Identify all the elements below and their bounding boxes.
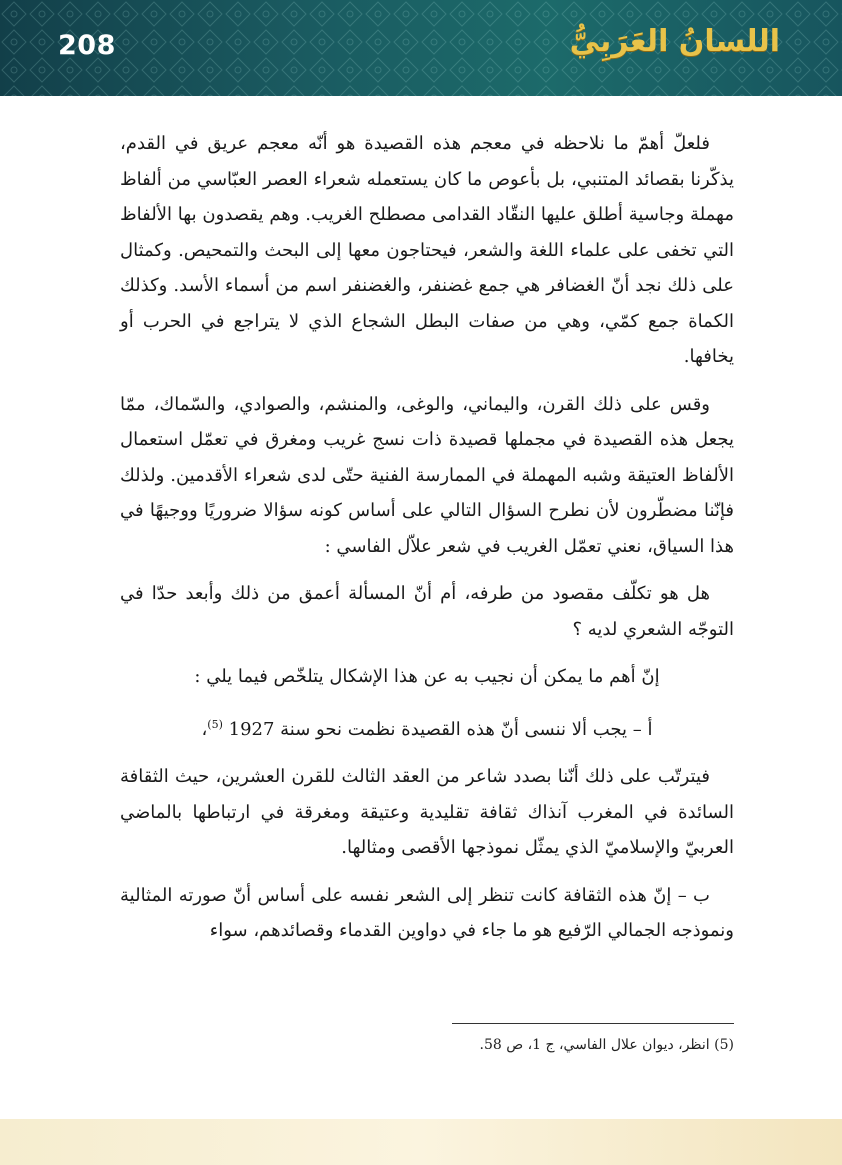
centered-line-end: ، [201,718,208,740]
paragraph: هل هو تكلّف مقصود من طرفه، أم أنّ المسألة أعمق من ذلك وأبعد حدّا في التوجّه الشعري لديه ؟ [120,583,734,640]
centered-line-with-note [120,707,734,748]
page-footer-band [0,1119,842,1165]
page-header [0,0,842,96]
footnote-divider [452,1023,734,1024]
article-body [120,126,734,949]
footnote: (5) انظر، ديوان علال الفاسي، ج 1، ص 58. [479,1037,734,1053]
paragraph: فيترتّب على ذلك أنّنا بصدد شاعر من العقد الثالث للقرن العشرين، حيث الثقافة السائدة في المغرب آنذاك ثقافة تقليدية وعتيقة ومغرقة في ارتباطها بالماضي العربيّ والإسلاميّ الذي يمثّل نموذجها الأقصى ومثالها. [120,766,735,858]
journal-logo: اللسانُ العَرَبِيُّ [569,24,780,59]
centered-line-text: أ – يجب ألا ننسى أنّ هذه القصيدة نظمت نحو سنة 1927 [228,718,653,740]
paragraph: ب – إنّ هذه الثقافة كانت تنظر إلى الشعر نفسه على أساس أنّ صورته المثالية ونموذجه الجمالي الرّفيع هو ما جاء في دواوين القدماء وقصائدهم، سواء [120,884,734,941]
page-number: 208 [58,30,116,61]
paragraph: فلعلّ أهمّ ما نلاحظه في معجم هذه القصيدة هو أنّه معجم عريق في القدم، يذكّرنا بقصائد المتنبي، بل بأعوص ما كان يستعمله شعراء العصر العبّاسي من ألفاظ مهملة وجاسية أطلق عليها النقّاد القدامى مصطلح الغريب. وهم يقصدون بها الألفاظ التي تخفى على علماء اللغة والشعر، فيحتاجون معها إلى البحث والتمحيص. وكمثال على ذلك نجد أنّ الغضافر هي جمع غضنفر، والغضنفر اسم من أسماء الأسد. وكذلك الكماة جمع كمّي، وهي من صفات البطل الشجاع الذي لا يتراجع في الحرب أو يخافها. [120,133,734,367]
footnote-ref: (5) [207,717,223,731]
centered-line: إنّ أهم ما يمكن أن نجيب به عن هذا الإشكال يتلخّص فيما يلي : [194,666,660,687]
paragraph: وقس على ذلك القرن، واليماني، والوغى، والمنشم، والصوادي، والسّماك، ممّا يجعل هذه القصيدة في مجملها قصيدة ذات نسج غريب ومغرق في تعمّل استعمال الألفاظ العتيقة وشبه المهملة في الممارسة الفنية حتّى لدى شعراء الأقدمين. ولذلك فإنّنا مضطّرون لأن نطرح السؤال التالي على أساس كونه سؤالا ضروريًا ووجيهًا في هذا السياق، نعني تعمّل الغريب في شعر علاّل الفاسي : [120,393,734,557]
